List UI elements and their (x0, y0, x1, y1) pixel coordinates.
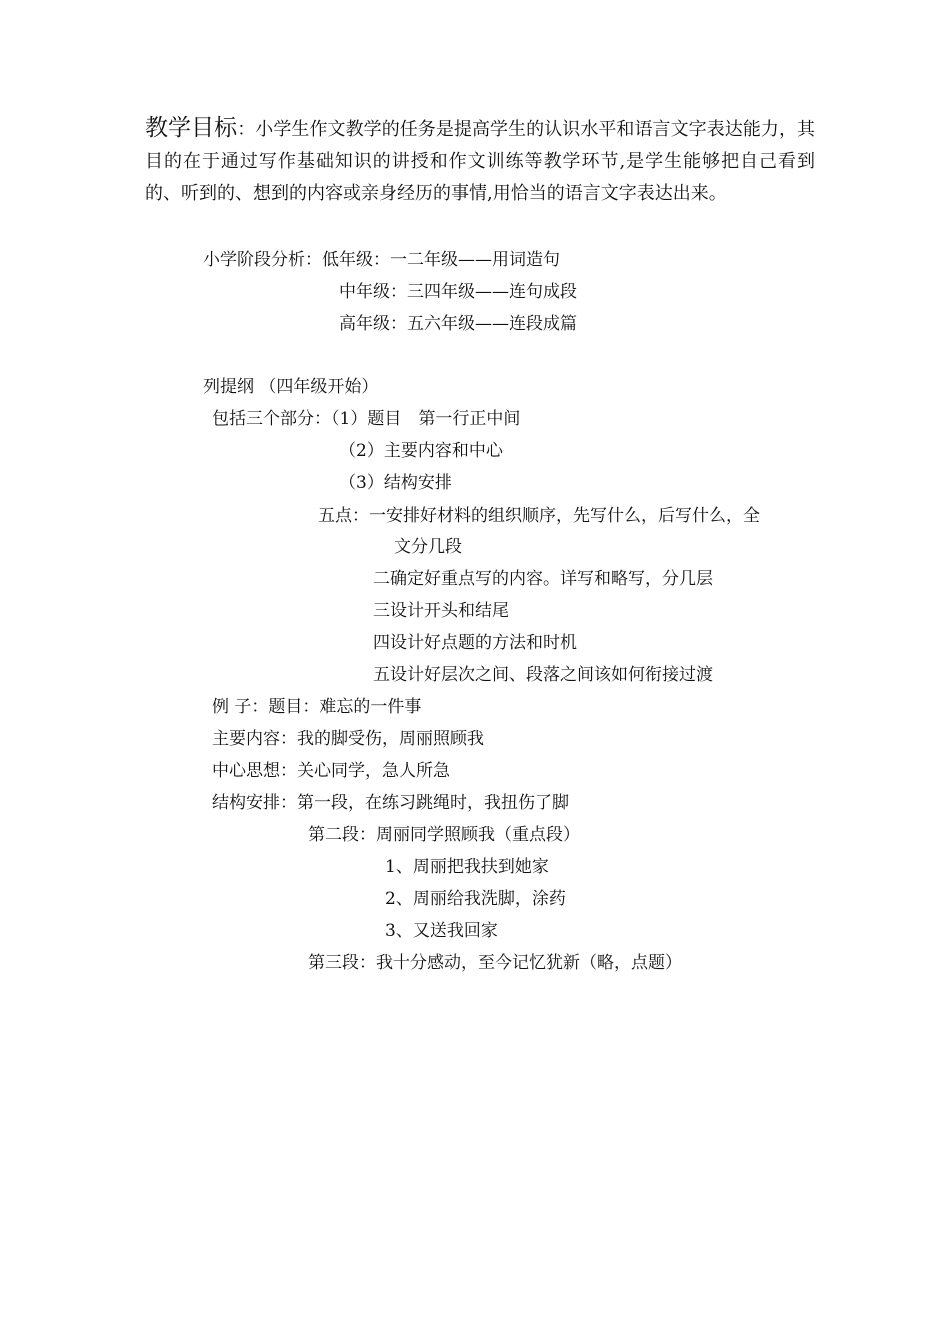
outline-title: 列提纲 （四年级开始） (203, 377, 379, 397)
point-2: 二确定好重点写的内容。详写和略写，分几层 (373, 569, 713, 589)
point-4: 四设计好点题的方法和时机 (373, 633, 577, 653)
stage-low-grade: 低年级：一二年级——用词造句 (322, 250, 560, 270)
example-structure-label: 结构安排： (212, 793, 297, 813)
example-paragraph-3: 第三段：我十分感动，至今记忆犹新（略，点题） (308, 953, 682, 973)
point-1-line-a: 一安排好材料的组织顺序，先写什么，后写什么，全 (369, 506, 760, 526)
example-paragraph-2: 第二段：周丽同学照顾我（重点段） (308, 825, 580, 845)
example-sub-2: 2、周丽给我洗脚，涂药 (385, 889, 566, 909)
example-paragraph-1: 第一段，在练习跳绳时，我扭伤了脚 (297, 793, 569, 813)
point-1-line-b: 文分几段 (394, 537, 462, 557)
stage-high-grade: 高年级：五六年级——连段成篇 (339, 314, 577, 334)
example-sub-1: 1、周丽把我扶到她家 (385, 857, 549, 877)
example-structure-row (212, 792, 569, 814)
stage-analysis-row (203, 249, 560, 271)
five-points-label: 五点： (318, 506, 369, 526)
stage-analysis-label: 小学阶段分析： (203, 250, 322, 270)
teaching-goal-heading: 教学目标 (145, 115, 238, 141)
example-sub-3: 3、又送我回家 (385, 921, 498, 941)
outline-part-2: （2）主要内容和中心 (339, 441, 503, 461)
outline-parts-label: 包括三个部分： (212, 409, 331, 429)
outline-part-1: （1）题目 第一行正中间 (331, 409, 521, 429)
teaching-goal-body: 小学生作文教学的任务是提高学生的认识水平和语言文字表达能力，其目的在于通过写作基础知识的讲授和作文训练等教学环节,是学生能够把自己看到的、听到的、想到的内容或亲身经历的事情,用恰当的语言文字表达出来。 (145, 119, 816, 204)
example-title: 例 子：题目：难忘的一件事 (212, 697, 422, 717)
example-central-idea: 中心思想：关心同学，急人所急 (212, 761, 450, 781)
five-points-row (318, 505, 760, 527)
example-main-content: 主要内容：我的脚受伤，周丽照顾我 (212, 729, 484, 749)
outline-parts-row (212, 408, 520, 430)
stage-mid-grade: 中年级：三四年级——连句成段 (339, 282, 577, 302)
teaching-goal-separator: ： (237, 119, 256, 140)
point-3: 三设计开头和结尾 (373, 601, 509, 621)
outline-part-3: （3）结构安排 (339, 473, 452, 493)
teaching-goal-paragraph (145, 112, 815, 210)
point-5: 五设计好层次之间、段落之间该如何衔接过渡 (373, 665, 713, 685)
